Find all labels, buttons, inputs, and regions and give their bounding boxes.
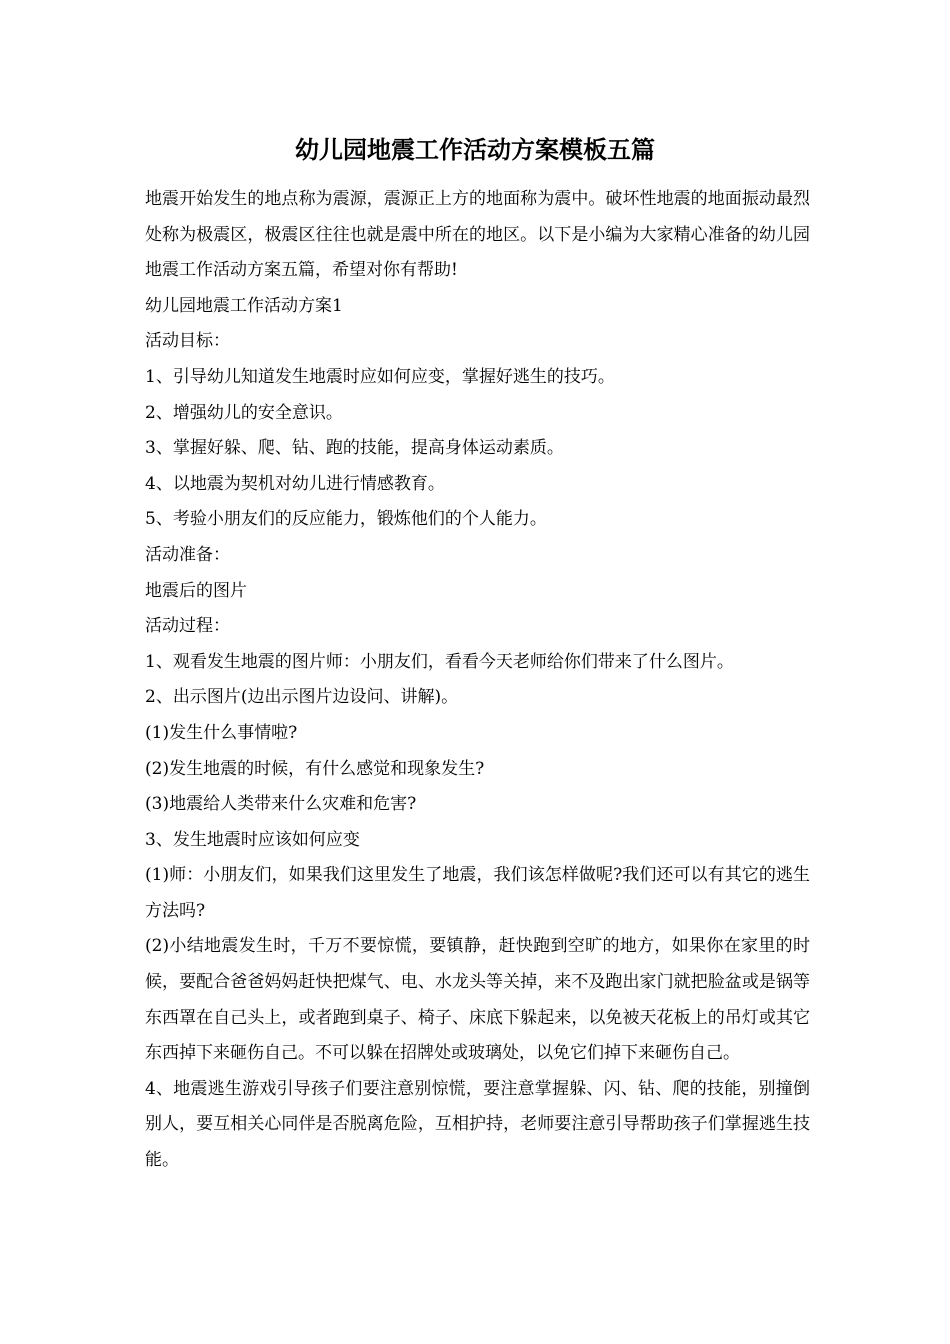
- process-substep: (2)小结地震发生时，千万不要惊慌，要镇静，赶快跑到空旷的地方，如果你在家里的时候，要配合爸爸妈妈赶快把煤气、电、水龙头等关掉，来不及跑出家门就把脸盆或是锅等东西罩在自己头上，或者跑到桌子、椅子、床底下躲起来，以免被天花板上的吊灯或其它东西掉下来砸伤自己。不可以躲在招牌处或玻璃处，以免它们掉下来砸伤自己。: [145, 936, 810, 1064]
- document-body: [145, 182, 810, 1179]
- process-step: 1、观看发生地震的图片师：小朋友们，看看今天老师给你们带来了什么图片。: [145, 651, 734, 672]
- document-title: 幼儿园地震工作活动方案模板五篇: [295, 135, 655, 164]
- process-step: 4、地震逃生游戏引导孩子们要注意别惊慌，要注意掌握躲、闪、钻、爬的技能，别撞倒别人，要互相关心同伴是否脱离危险，互相护持，老师要注意引导帮助孩子们掌握逃生技能。: [145, 1078, 810, 1171]
- process-substep: (1)师：小朋友们，如果我们这里发生了地震，我们该怎样做呢?我们还可以有其它的逃生方法吗?: [145, 865, 810, 921]
- process-substep: (2)发生地震的时候，有什么感觉和现象发生?: [145, 758, 485, 779]
- goals-heading: 活动目标：: [145, 331, 230, 352]
- section-heading: 幼儿园地震工作活动方案1: [145, 295, 343, 316]
- goal-item: 2、增强幼儿的安全意识。: [145, 402, 343, 423]
- process-substep: (1)发生什么事情啦?: [145, 722, 298, 743]
- process-step: 2、出示图片(边出示图片边设问、讲解)。: [145, 687, 459, 708]
- preparation-heading: 活动准备：: [145, 544, 230, 565]
- goal-item: 1、引导幼儿知道发生地震时应如何应变，掌握好逃生的技巧。: [145, 366, 615, 387]
- preparation-item: 地震后的图片: [145, 580, 247, 601]
- goal-item: 4、以地震为契机对幼儿进行情感教育。: [145, 473, 445, 494]
- intro-paragraph: 地震开始发生的地点称为震源，震源正上方的地面称为震中。破坏性地震的地面振动最烈处称为极震区，极震区往往也就是震中所在的地区。以下是小编为大家精心准备的幼儿园地震工作活动方案五篇，希望对你有帮助!: [145, 189, 810, 281]
- process-substep: (3)地震给人类带来什么灾难和危害?: [145, 794, 417, 815]
- goal-item: 3、掌握好躲、爬、钻、跑的技能，提高身体运动素质。: [145, 438, 564, 459]
- goal-item: 5、考验小朋友们的反应能力，锻炼他们的个人能力。: [145, 509, 547, 530]
- process-step: 3、发生地震时应该如何应变: [145, 829, 360, 850]
- process-heading: 活动过程：: [145, 616, 230, 637]
